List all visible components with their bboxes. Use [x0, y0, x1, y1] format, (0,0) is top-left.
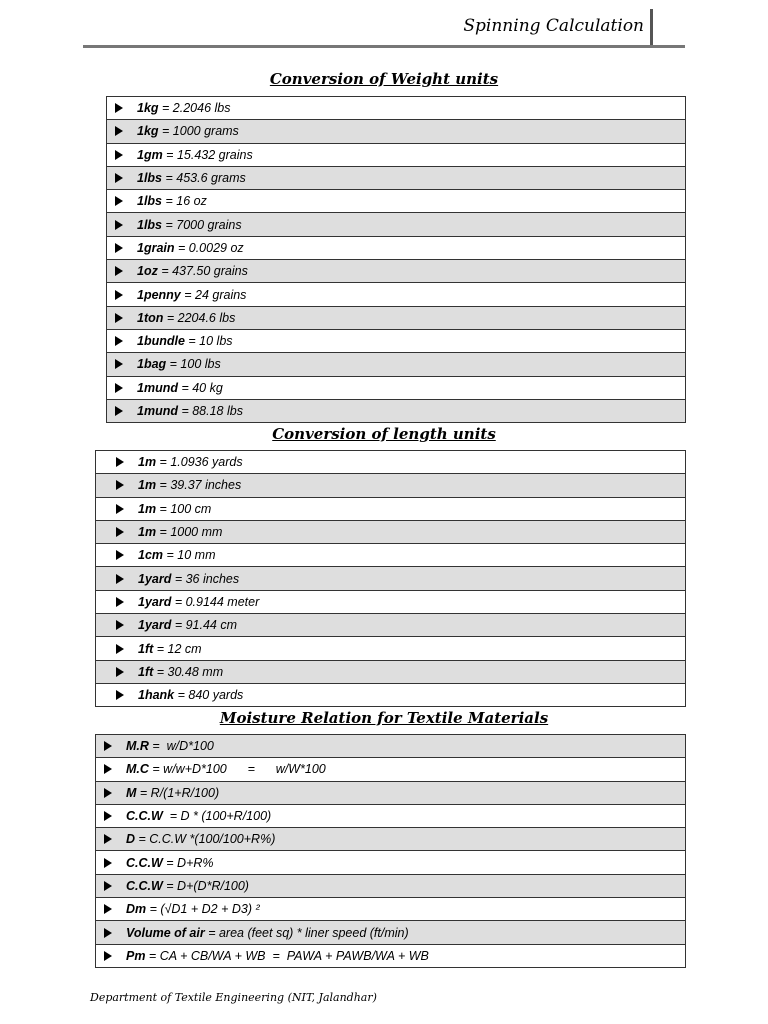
unit-term: 1lbs — [137, 217, 163, 232]
bullet-arrow-icon — [116, 597, 124, 607]
unit-term: C.C.W — [126, 855, 163, 870]
header-rule — [83, 45, 685, 48]
header-divider-bar — [650, 9, 653, 47]
table-row — [107, 120, 686, 143]
unit-equivalence: = C.C.W *(100/100+R%) — [135, 832, 276, 847]
table-row — [107, 166, 686, 189]
moisture-section-title: Moisture Relation for Textile Materials — [219, 709, 549, 727]
unit-term: 1lbs — [137, 194, 163, 209]
table-cell — [96, 590, 686, 613]
unit-term: 1mund — [137, 404, 178, 418]
moisture-table — [95, 734, 686, 968]
bullet-arrow-icon — [104, 834, 112, 844]
table-cell — [96, 735, 686, 758]
unit-term: 1m — [138, 455, 157, 470]
unit-equivalence: = 15.432 grains — [162, 147, 253, 162]
unit-equivalence: = 437.50 grains — [157, 264, 248, 279]
bullet-arrow-icon — [116, 457, 124, 467]
unit-term: 1m — [138, 478, 157, 493]
unit-equivalence: = 88.18 lbs — [177, 404, 243, 418]
bullet-arrow-icon — [116, 574, 124, 584]
unit-term: Pm — [126, 948, 146, 963]
table-row — [107, 213, 686, 236]
unit-equivalence: = 91.44 cm — [171, 618, 238, 633]
unit-term: 1m — [138, 501, 157, 516]
table-cell — [107, 143, 686, 166]
unit-term: 1kg — [137, 101, 159, 116]
unit-equivalence: = w/D*100 — [148, 739, 214, 754]
table-cell — [107, 399, 686, 422]
unit-term: M.C — [126, 762, 149, 777]
unit-equivalence: = 30.48 mm — [153, 664, 224, 679]
table-row — [107, 399, 686, 422]
table-cell — [96, 758, 686, 781]
table-row — [96, 758, 686, 781]
table-cell — [96, 683, 686, 706]
bullet-arrow-icon — [115, 336, 123, 346]
unit-term: 1mund — [137, 380, 178, 395]
table-cell — [107, 260, 686, 283]
table-cell — [96, 851, 686, 874]
length-section-title: Conversion of length units — [272, 425, 496, 443]
unit-equivalence: = R/(1+R/100) — [136, 785, 220, 800]
table-cell — [107, 329, 686, 352]
table-row — [96, 520, 686, 543]
bullet-arrow-icon — [115, 243, 123, 253]
unit-equivalence: = (√D1 + D2 + D3) ² — [146, 902, 260, 917]
table-cell — [96, 944, 686, 967]
bullet-arrow-icon — [116, 527, 124, 537]
table-row — [107, 283, 686, 306]
unit-equivalence: = 2.2046 lbs — [158, 101, 231, 116]
bullet-arrow-icon — [116, 480, 124, 490]
table-cell — [96, 474, 686, 497]
unit-term: 1m — [138, 525, 157, 540]
unit-term: 1ton — [137, 310, 164, 325]
bullet-arrow-icon — [115, 220, 123, 230]
table-cell — [107, 283, 686, 306]
unit-equivalence: = 100 lbs — [166, 357, 221, 372]
unit-equivalence: = 39.37 inches — [156, 478, 242, 493]
table-cell — [96, 637, 686, 660]
page-header-title: Spinning Calculation — [463, 16, 644, 36]
unit-equivalence: = 12 cm — [153, 641, 202, 656]
bullet-arrow-icon — [115, 290, 123, 300]
unit-term: D — [126, 832, 136, 847]
table-cell — [107, 236, 686, 259]
table-row — [96, 683, 686, 706]
unit-equivalence: = 24 grains — [180, 287, 247, 302]
unit-term: 1ft — [138, 664, 154, 679]
bullet-arrow-icon — [104, 858, 112, 868]
table-cell — [96, 804, 686, 827]
table-cell — [96, 660, 686, 683]
bullet-arrow-icon — [116, 620, 124, 630]
unit-equivalence: = D+R% — [162, 855, 214, 870]
length-table — [95, 450, 686, 707]
table-row — [96, 781, 686, 804]
bullet-arrow-icon — [104, 951, 112, 961]
bullet-arrow-icon — [115, 313, 123, 323]
unit-equivalence: = 7000 grains — [162, 217, 242, 232]
table-cell — [107, 213, 686, 236]
table-row — [107, 190, 686, 213]
bullet-arrow-icon — [104, 881, 112, 891]
unit-term: 1kg — [137, 124, 159, 139]
unit-equivalence: = 0.9144 meter — [171, 594, 260, 609]
unit-equivalence: = 1000 grams — [158, 124, 239, 139]
bullet-arrow-icon — [116, 690, 124, 700]
table-row — [96, 590, 686, 613]
table-row — [107, 260, 686, 283]
bullet-arrow-icon — [104, 764, 112, 774]
table-row — [107, 236, 686, 259]
table-row — [107, 306, 686, 329]
unit-equivalence: = 2204.6 lbs — [163, 310, 236, 325]
unit-term: Volume of air — [126, 925, 205, 940]
footer-text: Department of Textile Engineering (NIT, Jalandhar) — [90, 991, 377, 1004]
unit-equivalence: = 1.0936 yards — [156, 455, 243, 470]
table-row — [107, 329, 686, 352]
unit-equivalence: = w/w+D*100 = w/W*100 — [148, 762, 326, 777]
bullet-arrow-icon — [115, 196, 123, 206]
bullet-arrow-icon — [116, 550, 124, 560]
table-row — [107, 143, 686, 166]
bullet-arrow-icon — [104, 811, 112, 821]
unit-equivalence: = 10 lbs — [184, 334, 233, 349]
table-row — [96, 921, 686, 944]
table-cell — [107, 120, 686, 143]
table-cell — [96, 874, 686, 897]
unit-equivalence: = area (feet sq) * liner speed (ft/min) — [204, 925, 409, 940]
unit-term: 1bag — [137, 357, 167, 372]
unit-equivalence: = 0.0029 oz — [174, 240, 244, 255]
unit-equivalence: = CA + CB/WA + WB = PAWA + PAWB/WA + WB — [145, 948, 429, 963]
unit-equivalence: = 1000 mm — [156, 525, 223, 540]
bullet-arrow-icon — [116, 504, 124, 514]
table-cell — [107, 353, 686, 376]
bullet-arrow-icon — [104, 741, 112, 751]
table-row — [107, 97, 686, 120]
table-cell — [107, 306, 686, 329]
unit-equivalence: = 36 inches — [171, 571, 240, 586]
bullet-arrow-icon — [116, 667, 124, 677]
table-row — [96, 544, 686, 567]
unit-equivalence: = D * (100+R/100) — [162, 809, 272, 824]
table-cell — [96, 497, 686, 520]
weight-section-title: Conversion of Weight units — [269, 70, 499, 88]
bullet-arrow-icon — [104, 928, 112, 938]
bullet-arrow-icon — [104, 904, 112, 914]
unit-term: C.C.W — [126, 878, 163, 893]
table-row — [96, 567, 686, 590]
bullet-arrow-icon — [115, 150, 123, 160]
table-cell — [96, 520, 686, 543]
table-row — [96, 637, 686, 660]
unit-term: 1yard — [138, 618, 172, 633]
unit-term: 1penny — [137, 287, 181, 302]
unit-term: M — [126, 785, 137, 800]
table-cell — [96, 921, 686, 944]
unit-term: 1ft — [138, 641, 154, 656]
unit-term: 1hank — [138, 688, 175, 703]
bullet-arrow-icon — [115, 173, 123, 183]
bullet-arrow-icon — [115, 266, 123, 276]
table-cell — [96, 567, 686, 590]
unit-term: 1grain — [137, 240, 175, 255]
unit-equivalence: = 100 cm — [156, 501, 212, 516]
table-row — [96, 874, 686, 897]
bullet-arrow-icon — [115, 126, 123, 136]
unit-term: 1bundle — [137, 334, 185, 349]
bullet-arrow-icon — [115, 359, 123, 369]
bullet-arrow-icon — [115, 406, 123, 416]
unit-term: Dm — [126, 902, 147, 917]
bullet-arrow-icon — [104, 788, 112, 798]
unit-term: 1yard — [138, 594, 172, 609]
unit-equivalence: = D+(D*R/100) — [162, 878, 249, 893]
table-row — [96, 451, 686, 474]
unit-term: C.C.W — [126, 809, 163, 824]
table-cell — [96, 828, 686, 851]
table-row — [96, 614, 686, 637]
table-row — [96, 497, 686, 520]
table-row — [96, 660, 686, 683]
table-row — [96, 828, 686, 851]
table-cell — [96, 544, 686, 567]
table-cell — [96, 781, 686, 804]
table-cell — [96, 614, 686, 637]
table-cell — [107, 190, 686, 213]
unit-term: 1gm — [137, 147, 163, 162]
table-row — [96, 474, 686, 497]
unit-equivalence: = 16 oz — [162, 194, 207, 209]
unit-equivalence: = 10 mm — [163, 548, 216, 563]
bullet-arrow-icon — [115, 103, 123, 113]
table-cell — [107, 166, 686, 189]
table-row — [96, 851, 686, 874]
table-row — [96, 944, 686, 967]
table-row — [96, 898, 686, 921]
unit-equivalence: = 453.6 grams — [162, 171, 246, 186]
table-cell — [96, 451, 686, 474]
table-row — [96, 804, 686, 827]
table-cell — [107, 97, 686, 120]
table-row — [96, 735, 686, 758]
unit-term: 1oz — [137, 264, 158, 279]
unit-term: 1lbs — [137, 171, 163, 186]
unit-term: 1cm — [138, 548, 164, 563]
unit-equivalence: = 40 kg — [177, 380, 223, 395]
table-cell — [107, 376, 686, 399]
bullet-arrow-icon — [116, 644, 124, 654]
unit-term: 1yard — [138, 571, 172, 586]
table-cell — [96, 898, 686, 921]
weight-table — [106, 96, 686, 423]
unit-term: M.R — [126, 739, 149, 754]
bullet-arrow-icon — [115, 383, 123, 393]
table-row — [107, 376, 686, 399]
table-row — [107, 353, 686, 376]
unit-equivalence: = 840 yards — [174, 688, 244, 703]
